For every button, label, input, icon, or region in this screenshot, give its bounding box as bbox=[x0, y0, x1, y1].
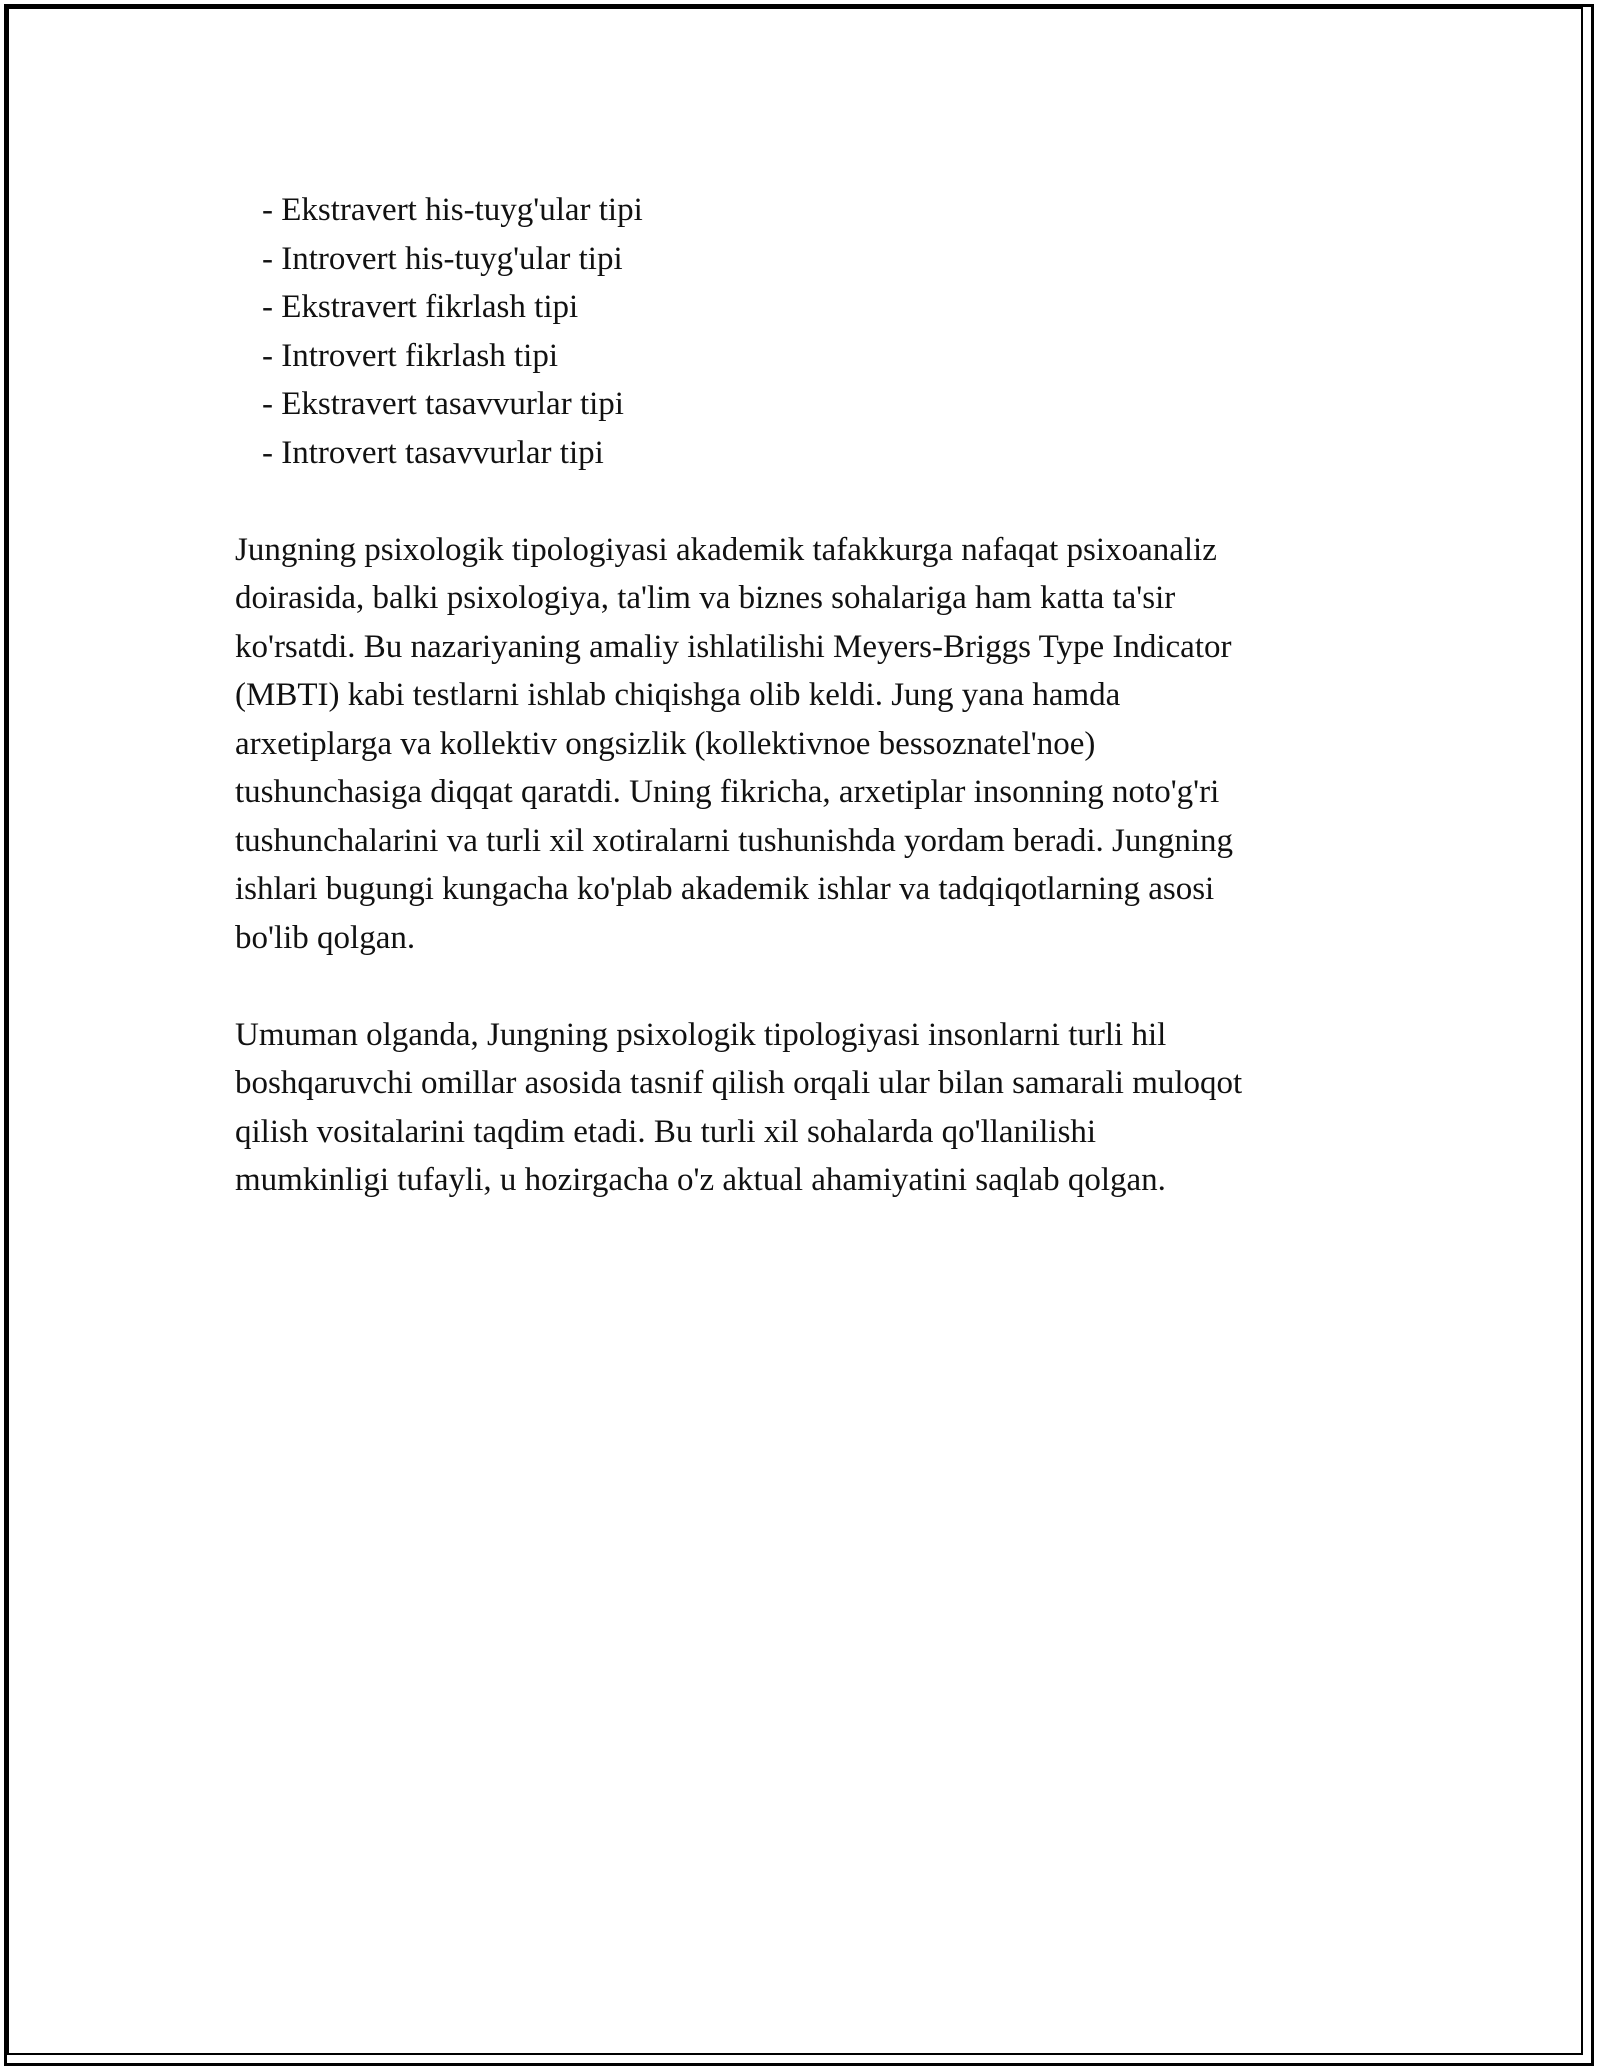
paragraph-influence bbox=[235, 526, 1385, 963]
list-item: - Introvert fikrlash tipi bbox=[262, 337, 559, 374]
paragraph-line: mumkinligi tufayli, u hozirgacha o'z aktual ahamiyatini saqlab qolgan. bbox=[235, 1162, 1166, 1198]
paragraph-line: qilish vositalarini taqdim etadi. Bu turli xil sohalarda qo'llanilishi bbox=[235, 1113, 1097, 1150]
document-body bbox=[235, 186, 1385, 1205]
list-item: - Ekstravert his-tuyg'ular tipi bbox=[262, 192, 643, 228]
list-item: - Introvert his-tuyg'ular tipi bbox=[262, 240, 623, 277]
paragraph-conclusion bbox=[235, 1011, 1385, 1205]
type-list bbox=[235, 186, 1385, 477]
paragraph-line: ishlari bugungi kungacha ko'plab akademik ishlar va tadqiqotlarning asosi bbox=[235, 871, 1215, 907]
paragraph-line: boshqaruvchi omillar asosida tasnif qilish orqali ular bilan samarali muloqot bbox=[235, 1065, 1243, 1101]
paragraph-line: Jungning psixologik tipologiyasi akademik tafakkurga nafaqat psixoanaliz bbox=[235, 531, 1217, 568]
paragraph-line: Umuman olganda, Jungning psixologik tipologiyasi insonlarni turli hil bbox=[235, 1016, 1167, 1053]
paragraph-line: bo'lib qolgan. bbox=[235, 919, 416, 956]
paragraph-line: doirasida, balki psixologiya, ta'lim va biznes sohalariga ham katta ta'sir bbox=[235, 580, 1176, 616]
paragraph-line: ko'rsatdi. Bu nazariyaning amaliy ishlatilishi Meyers-Briggs Type Indicator bbox=[235, 628, 1232, 665]
paragraph-line: tushunchalarini va turli xil xotiralarni tushunishda yordam beradi. Jungning bbox=[235, 822, 1234, 859]
paragraph-line: arxetiplarga va kollektiv ongsizlik (kollektivnoe bessoznatel'noe) bbox=[235, 725, 1096, 762]
paragraph-line: (MBTI) kabi testlarni ishlab chiqishga olib keldi. Jung yana hamda bbox=[235, 677, 1121, 713]
list-item: - Introvert tasavvurlar tipi bbox=[262, 434, 604, 471]
list-item: - Ekstravert fikrlash tipi bbox=[262, 289, 579, 325]
paragraph-line: tushunchasiga diqqat qaratdi. Uning fikricha, arxetiplar insonning noto'g'ri bbox=[235, 774, 1220, 810]
list-item: - Ekstravert tasavvurlar tipi bbox=[262, 386, 624, 422]
